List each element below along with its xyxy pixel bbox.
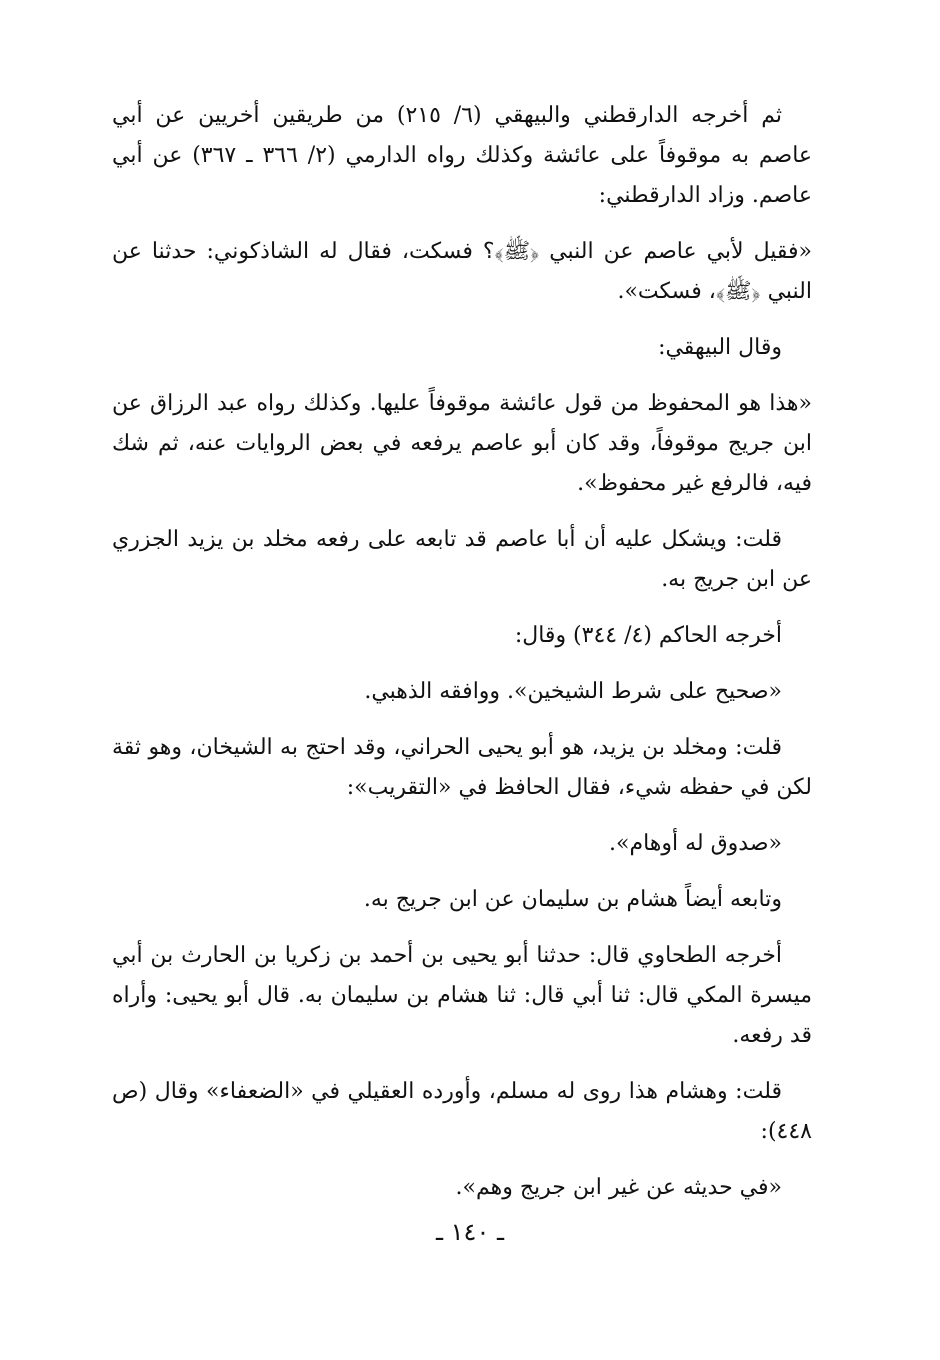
paragraph-12: قلت: وهشام هذا روى له مسلم، وأورده العقيلي في «الضعفاء» وقال (ص ٤٤٨): bbox=[112, 1079, 812, 1144]
page-number: ـ ١٤٠ ـ bbox=[435, 1218, 504, 1246]
paragraph-2-quote: «فقيل لأبي عاصم عن النبي ﴿ﷺ﴾؟ فسكت، فقال له الشاذكوني: حدثنا عن النبي ﴿ﷺ﴾، فسكت». bbox=[112, 239, 812, 304]
paragraph-13: «في حديثه عن غير ابن جريج وهم». bbox=[455, 1175, 782, 1200]
paragraph-8: قلت: ومخلد بن يزيد، هو أبو يحيى الحراني، وقد احتج به الشيخان، وهو ثقة لكن في حفظه شيء، فقال الحافظ في «التقريب»: bbox=[112, 735, 812, 800]
paragraph-1: ثم أخرجه الدارقطني والبيهقي (٦/ ٢١٥) من طريقين أخريين عن أبي عاصم به موقوفاً على عائشة وكذلك رواه الدارمي (٢/ ٣٦٦ ـ ٣٦٧) عن أبي عاصم. وزاد الدارقطني: bbox=[112, 103, 813, 208]
paragraph-6: أخرجه الحاكم (٤/ ٣٤٤) وقال: bbox=[514, 623, 782, 648]
paragraph-4-quote: «هذا هو المحفوظ من قول عائشة موقوفاً عليها. وكذلك رواه عبد الرزاق عن ابن جريج موقوفاً، وقد كان أبو عاصم يرفعه في بعض الروايات عنه، ثم شك فيه، فالرفع غير محفوظ». bbox=[112, 391, 812, 496]
paragraph-5: قلت: ويشكل عليه أن أبا عاصم قد تابعه على رفعه مخلد بن يزيد الجزري عن ابن جريج به. bbox=[112, 527, 812, 592]
paragraph-9: «صدوق له أوهام». bbox=[609, 831, 782, 856]
paragraph-10: وتابعه أيضاً هشام بن سليمان عن ابن جريج به. bbox=[363, 887, 782, 912]
paragraph-11: أخرجه الطحاوي قال: حدثنا أبو يحيى بن أحمد بن زكريا بن الحارث بن أبي ميسرة المكي قال: ثنا أبي قال: ثنا هشام بن سليمان به. قال أبو يحيى: وأراه قد رفعه. bbox=[112, 943, 812, 1048]
paragraph-7: «صحيح على شرط الشيخين». ووافقه الذهبي. bbox=[364, 679, 782, 704]
paragraph-3: وقال البيهقي: bbox=[658, 335, 782, 360]
page-body-text bbox=[112, 96, 812, 1224]
